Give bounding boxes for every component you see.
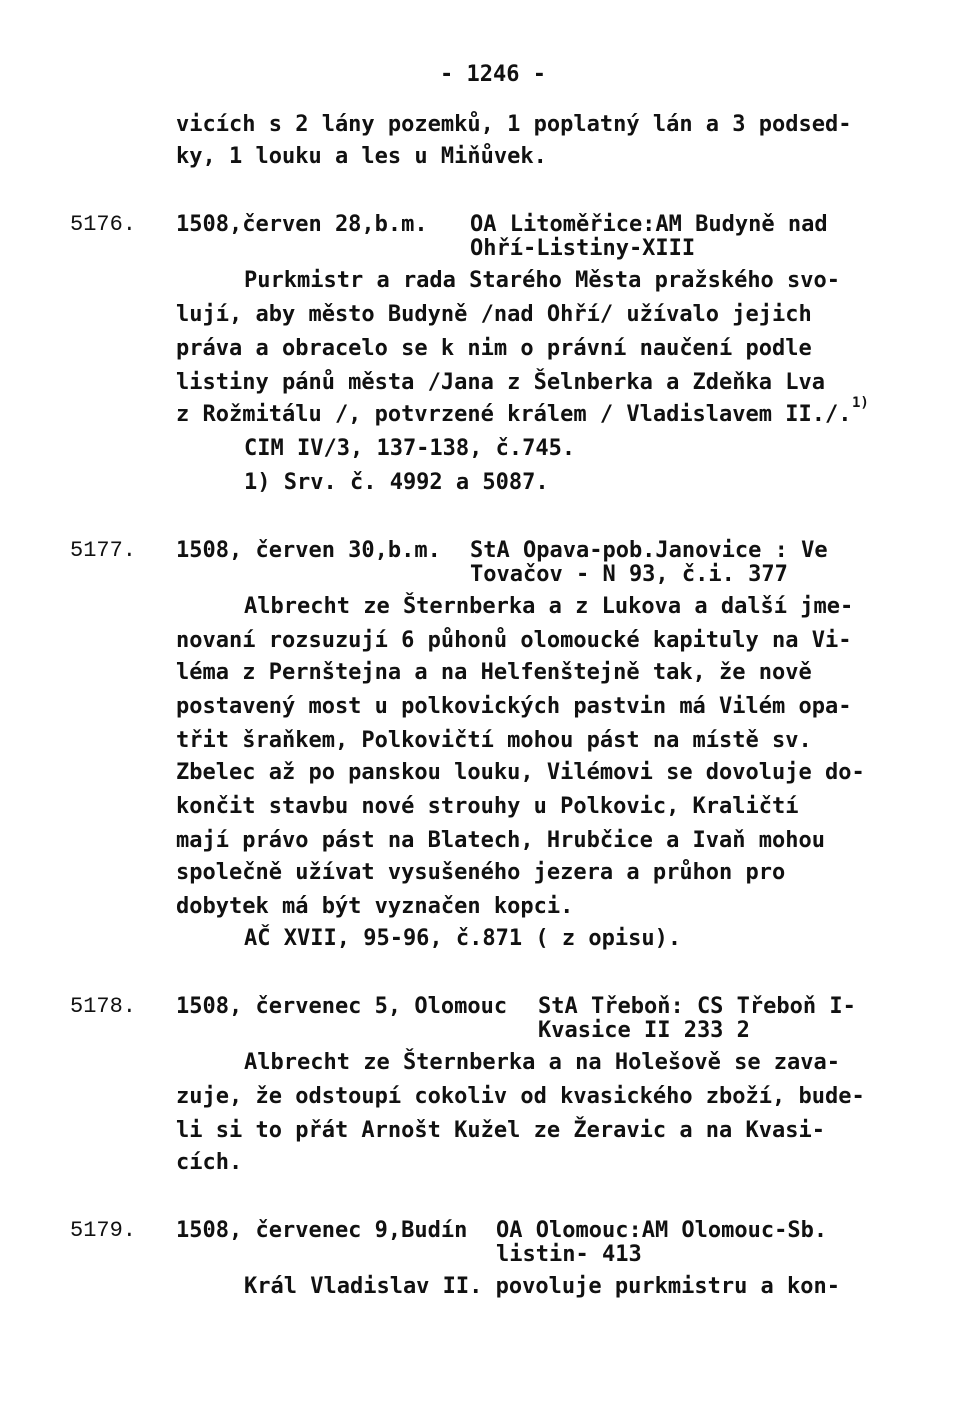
entry-date: 1508, červenec 5, Olomouc: [176, 994, 508, 1019]
intro-line-2: ky, 1 louku a les u Miňůvek.: [176, 144, 547, 169]
footnote-text: 1) Srv. č. 4992 a 5087.: [244, 470, 549, 495]
entry-source-line-1: StA Třeboň: CS Třeboň I-: [538, 994, 856, 1019]
entry-date: 1508, červen 30,b.m.: [176, 538, 441, 563]
entry-body-line: léma z Pernštejna a na Helfenštejně tak, že nově: [176, 660, 812, 685]
entry-source-line-2: listin- 413: [496, 1242, 642, 1267]
intro-line-1: vicích s 2 lány pozemků, 1 poplatný lán a 3 podsed-: [176, 112, 852, 137]
entry-source-line-1: OA Olomouc:AM Olomouc-Sb.: [496, 1218, 828, 1243]
entry-source-line-1: StA Opava-pob.Janovice : Ve: [470, 538, 828, 563]
entry-source-line-1: OA Litoměřice:AM Budyně nad: [470, 212, 828, 237]
footnote-mark: 1): [852, 395, 869, 411]
entry-body-line: Purkmistr a rada Starého Města pražského svo-: [244, 268, 841, 293]
entry-body-line: Albrecht ze Šternberka a na Holešově se zava-: [244, 1050, 841, 1075]
entry-number: 5176.: [70, 212, 137, 237]
page-number: - 1246 -: [440, 62, 546, 87]
entry-body-line: práva a obracelo se k nim o právní naučení podle: [176, 336, 812, 361]
entry-date: 1508, červenec 9,Budín: [176, 1218, 468, 1243]
entry-body-line: třit šraňkem, Polkovičtí mohou pást na místě sv.: [176, 728, 812, 753]
entry-body-line: mají právo pást na Blatech, Hrubčice a Ivaň mohou: [176, 828, 826, 853]
entry-number: 5179.: [70, 1218, 137, 1243]
entry-number: 5178.: [70, 994, 137, 1019]
entry-body-line: listiny pánů města /Jana z Šelnberka a Zdeňka Lva: [176, 370, 826, 395]
entry-body-line: li si to přát Arnošt Kužel ze Žeravic a na Kvasi-: [176, 1118, 826, 1143]
entry-body-line: společně užívat vysušeného jezera a průhon pro: [176, 860, 786, 885]
entry-source-line-2: Kvasice II 233 2: [538, 1018, 750, 1043]
entry-body-line: Král Vladislav II. povoluje purkmistru a kon-: [244, 1274, 841, 1299]
entry-body-line: Zbelec až po panskou louku, Vilémovi se dovoluje do-: [176, 760, 865, 785]
entry-body-line: novaní rozsuzují 6 půhonů olomoucké kapituly na Vi-: [176, 628, 852, 653]
entry-body-line: končit stavbu nové strouhy u Polkovic, Kraličtí: [176, 794, 799, 819]
entry-body-line: postavený most u polkovických pastvin má Vilém opa-: [176, 694, 852, 719]
entry-body-line: lují, aby město Budyně /nad Ohří/ užívalo jejich: [176, 302, 812, 327]
entry-source-line-2: Tovačov - N 93, č.i. 377: [470, 562, 788, 587]
entry-body-line: Albrecht ze Šternberka a z Lukova a další jme-: [244, 594, 854, 619]
entry-reference: CIM IV/3, 137-138, č.745.: [244, 436, 576, 461]
entry-body-line: cích.: [176, 1150, 243, 1175]
entry-body-line: z Rožmitálu /, potvrzené králem / Vladislavem II./.: [176, 402, 852, 427]
entry-date: 1508,červen 28,b.m.: [176, 212, 428, 237]
entry-reference: AČ XVII, 95-96, č.871 ( z opisu).: [244, 926, 682, 951]
entry-number: 5177.: [70, 538, 137, 563]
entry-source-line-2: Ohří-Listiny-XIII: [470, 236, 696, 261]
entry-body-line: dobytek má být vyznačen kopci.: [176, 894, 574, 919]
entry-body-line: zuje, že odstoupí cokoliv od kvasického zboží, bude-: [176, 1084, 865, 1109]
